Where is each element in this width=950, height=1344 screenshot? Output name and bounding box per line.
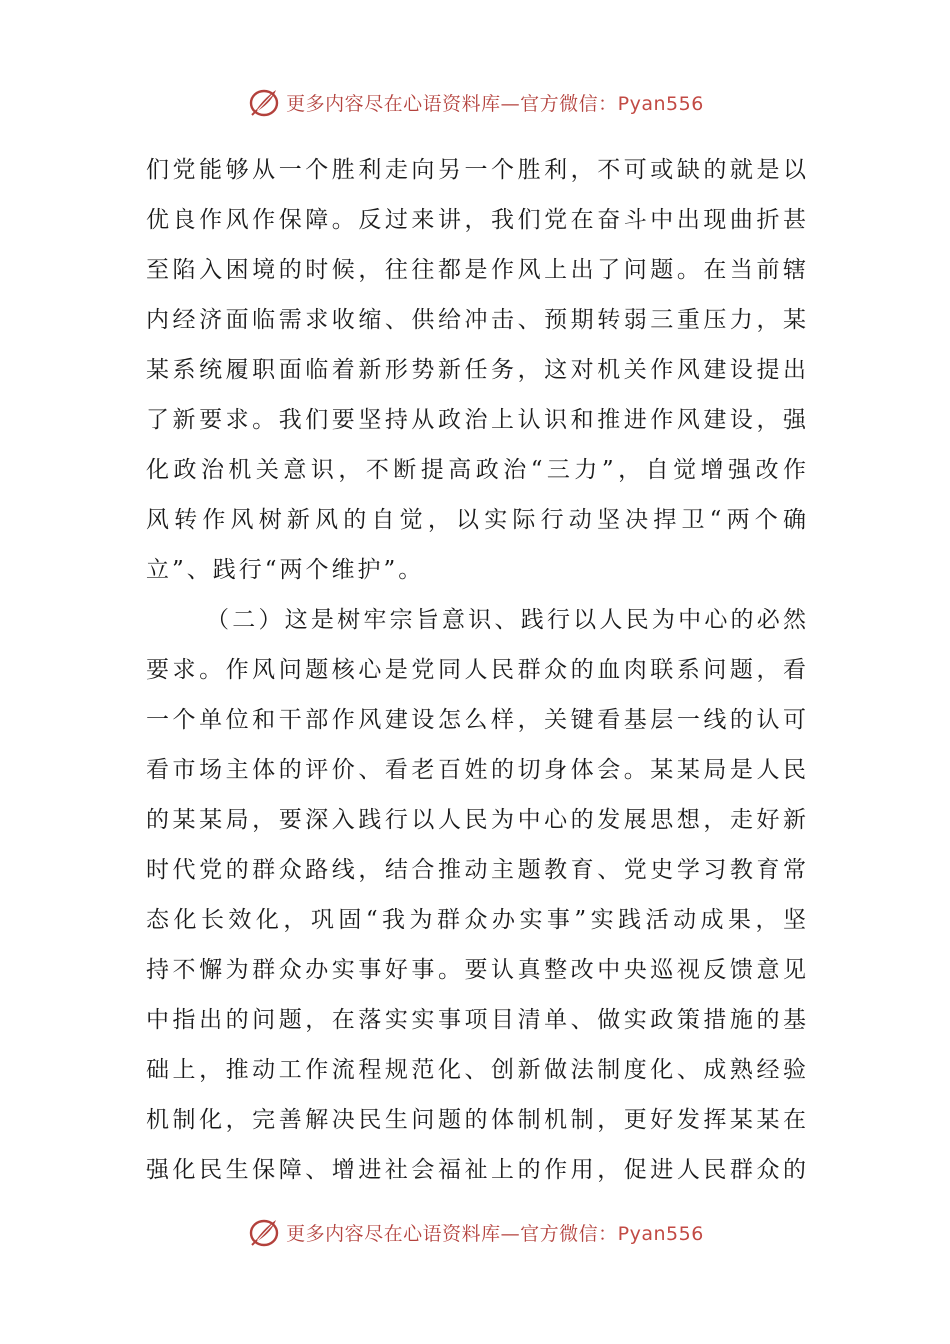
text-line: 立”、践行“两个维护”。: [146, 557, 425, 583]
text-line: 中指出的问题，在落实实事项目清单、做实政策措施的基: [146, 1007, 806, 1033]
text-line: 内经济面临需求收缩、供给冲击、预期转弱三重压力，某: [146, 307, 806, 333]
text-line: 优良作风作保障。反过来讲，我们党在奋斗中出现曲折甚: [146, 207, 806, 233]
text-line: 至陷入困境的时候，往往都是作风上出了问题。在当前辖: [146, 257, 806, 283]
text-line: 强化民生保障、增进社会福祉上的作用，促进人民群众的: [146, 1157, 806, 1183]
text-line: 某系统履职面临着新形势新任务，这对机关作风建设提出: [146, 357, 806, 383]
header-banner-text: 更多内容尽在心语资料库—官方微信：: [286, 92, 618, 115]
header-banner: [0, 82, 950, 122]
text-line: 们党能够从一个胜利走向另一个胜利，不可或缺的就是以: [146, 157, 806, 183]
text-line: 础上，推动工作流程规范化、创新做法制度化、成熟经验: [146, 1057, 806, 1083]
footer-banner: [0, 1212, 950, 1252]
footer-wechat-id: Pyan556: [617, 1222, 704, 1245]
footer-banner-text: 更多内容尽在心语资料库—官方微信：: [286, 1222, 618, 1245]
text-line: 持不懈为群众办实事好事。要认真整改中央巡视反馈意见: [146, 957, 806, 983]
text-line: 风转作风树新风的自觉，以实际行动坚决捍卫“两个确: [146, 507, 806, 533]
text-line: 要求。作风问题核心是党同人民群众的血肉联系问题，看: [146, 657, 806, 683]
header-wechat-id: Pyan556: [617, 92, 704, 115]
text-line: 化政治机关意识，不断提高政治“三力”，自觉增强改作: [146, 457, 806, 483]
quill-logo-icon: [246, 1214, 282, 1250]
text-line: 一个单位和干部作风建设怎么样，关键看基层一线的认可: [146, 707, 806, 733]
document-body: [146, 145, 806, 1195]
text-line: 了新要求。我们要坚持从政治上认识和推进作风建设，强: [146, 407, 806, 433]
section-heading-line: （二）这是树牢宗旨意识、践行以人民为中心的必然: [206, 607, 806, 633]
text-line: 的某某局，要深入践行以人民为中心的发展思想，走好新: [146, 807, 806, 833]
text-line: 看市场主体的评价、看老百姓的切身体会。某某局是人民: [146, 757, 806, 783]
text-line: 时代党的群众路线，结合推动主题教育、党史学习教育常: [146, 857, 806, 883]
text-line: 态化长效化，巩固“我为群众办实事”实践活动成果，坚: [146, 907, 806, 933]
text-line: 机制化，完善解决民生问题的体制机制，更好发挥某某在: [146, 1107, 806, 1133]
quill-logo-icon: [246, 84, 282, 120]
